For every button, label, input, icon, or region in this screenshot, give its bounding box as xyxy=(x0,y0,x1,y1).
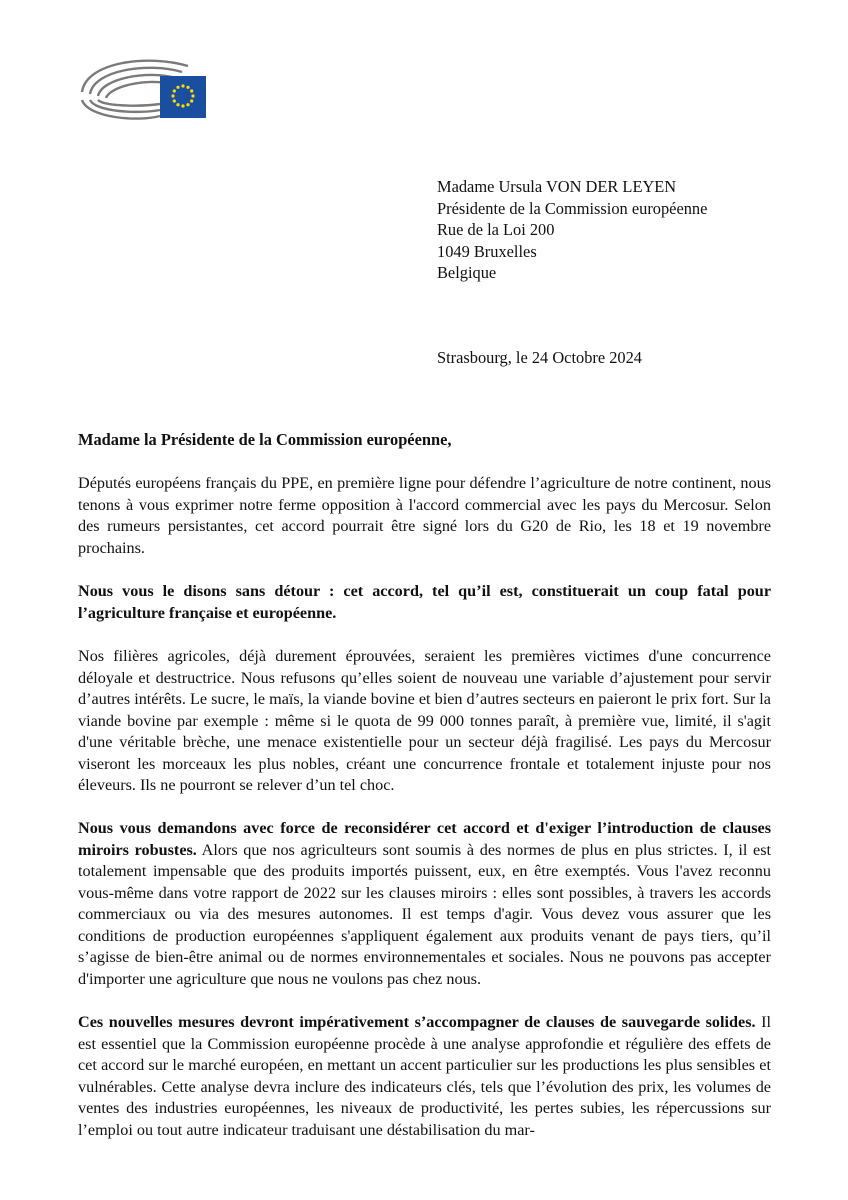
recipient-city: 1049 Bruxelles xyxy=(437,241,537,261)
paragraph-1 xyxy=(78,473,771,559)
recipient-address xyxy=(437,176,707,284)
paragraph-2-bold: Nous vous le disons sans détour : cet accord, tel qu’il est, constituerait un coup fatal pour l’agriculture française et européenne. xyxy=(78,582,771,622)
recipient-name: Madame Ursula VON DER LEYEN xyxy=(437,177,677,196)
paragraph-2 xyxy=(78,581,771,624)
paragraph-3 xyxy=(78,646,771,797)
recipient-title: Présidente de la Commission européenne xyxy=(437,198,708,218)
paragraph-5-bold: Ces nouvelles mesures devront impérativement s’accompagner de clauses de sauvegarde solides. xyxy=(78,1013,756,1031)
eu-flag-icon xyxy=(160,76,206,118)
paragraph-5-text: Il est essentiel que la Commission européenne procède à une analyse approfondie et régulière des effets de cet accord sur le marché européen, en mettant un accent particulier sur les productions les plus sensibles et vulnérables. Cette analyse devra inclure des indicateurs clés, tels que l’évolution des prix, les volumes de ventes des industries européennes, les niveaux de productivité, les pertes subies, les répercussions sur l’emploi ou tout autre indicateur traduisant une déstabilisation du mar- xyxy=(78,1013,772,1139)
paragraph-4-bold: Nous vous demandons avec force de reconsidérer cet accord et d'exiger l’introduction de clauses miroirs robustes. xyxy=(78,819,771,859)
paragraph-4 xyxy=(78,818,771,990)
recipient-country: Belgique xyxy=(437,263,497,282)
salutation: Madame la Présidente de la Commission européenne, xyxy=(78,430,452,449)
european-parliament-logo xyxy=(78,52,208,124)
paragraph-4-text: Alors que nos agriculteurs sont soumis à des normes de plus en plus strictes. I, il est totalement impensable que des produits importés puissent, eux, en être exemptés. Vous l'avez reconnu vous-même dans votre rapport de 2022 sur les clauses miroirs : elles sont possibles, à travers les accords commerciaux ou via des mesures autonomes. Il est temps d'agir. Vous devez vous assurer que les conditions de production européennes s'appliquent également aux produits venant de pays tiers, qu’il s’agisse de bien-être animal ou de normes environnementales et sociales. Nous ne pouvons pas accepter d'importer une agriculture que nous ne voulons pas chez nous. xyxy=(78,840,771,988)
paragraph-1-text: Députés européens français du PPE, en première ligne pour défendre l’agriculture de notre continent, nous tenons à vous exprimer notre ferme opposition à l'accord commercial avec les pays du Mercosur. Selon des rumeurs persistantes, cet accord pourrait être signé lors du G20 de Rio, les 18 et 19 novembre prochains. xyxy=(78,474,771,557)
recipient-street: Rue de la Loi 200 xyxy=(437,220,555,239)
paragraph-3-text: Nos filières agricoles, déjà durement éprouvées, seraient les premières victimes d'une concurrence déloyale et destructrice. Nous refusons qu’elles soient de nouveau une variable d’ajustement pour servir d’autres intérêts. Le sucre, le maïs, la viande bovine et bien d’autres secteurs en paieront le prix fort. Sur la viande bovine par exemple : même si le quota de 99 000 tonnes paraît, à première vue, limité, il s'agit d'une véritable brèche, une menace existentielle pour un secteur déjà fragilisé. Les pays du Mercosur viseront les morceaux les plus nobles, créant une concurrence frontale et totalement injuste pour nos éleveurs. Ils ne pourront se relever d’un tel choc. xyxy=(78,647,771,794)
paragraph-5 xyxy=(78,1012,771,1141)
place-and-date: Strasbourg, le 24 Octobre 2024 xyxy=(437,348,643,367)
